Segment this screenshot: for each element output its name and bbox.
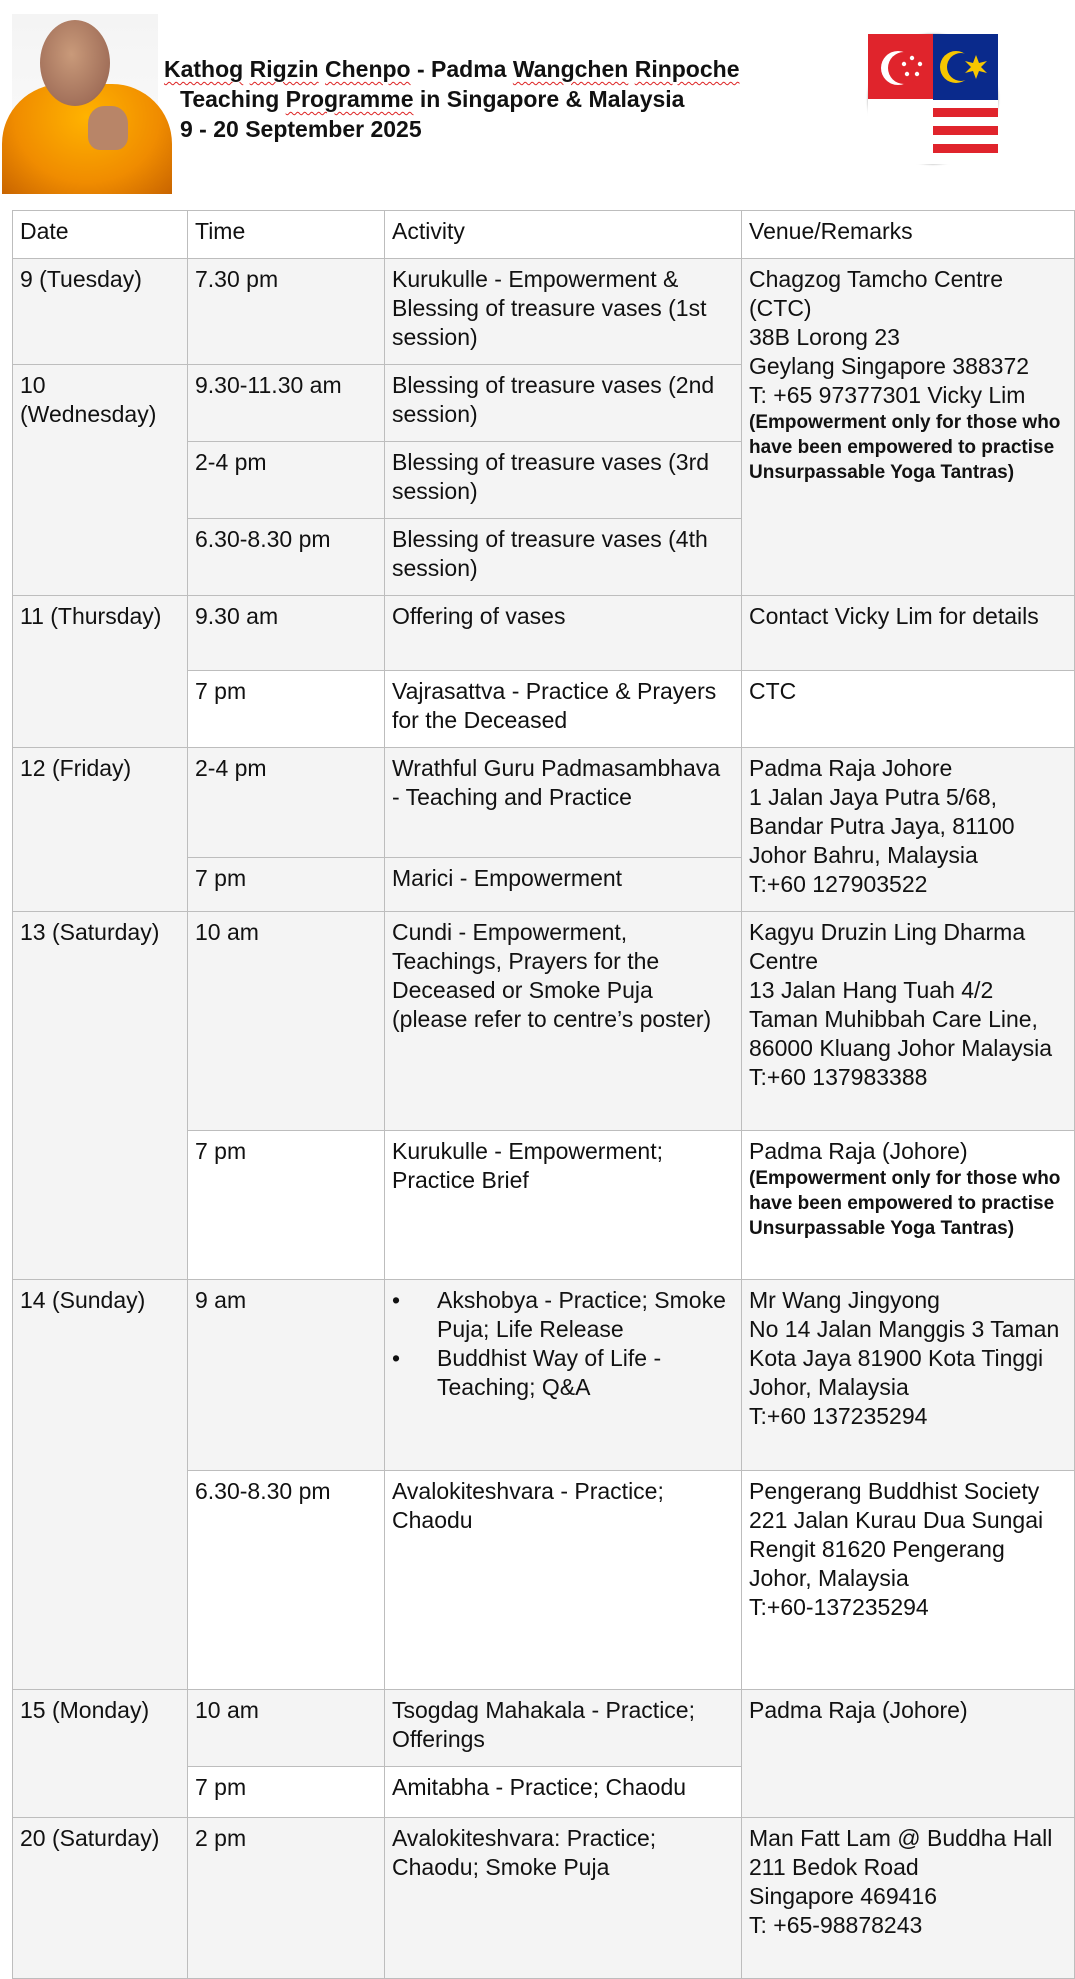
activity-cell: Kurukulle - Empowerment & Blessing of treasure vases (1st session)	[385, 259, 742, 365]
table-row	[13, 748, 1075, 858]
subtitle-word: Teaching	[180, 86, 286, 112]
activity-cell: Vajrasattva - Practice & Prayers for the Deceased	[385, 671, 742, 748]
programme-table	[12, 210, 1075, 1979]
venue-cell	[742, 259, 1075, 596]
subtitle-word: Programme	[285, 86, 414, 112]
table-header-row	[13, 211, 1075, 259]
date-cell: 12 (Friday)	[13, 748, 188, 912]
subtitle-word: in Singapore & Malaysia	[413, 86, 685, 112]
date-cell: 11 (Thursday)	[13, 596, 188, 748]
header-venue: Venue/Remarks	[742, 211, 1075, 259]
activity-cell: Amitabha - Practice; Chaodu	[385, 1767, 742, 1818]
title-word: Rinpoche	[634, 56, 740, 82]
activity-cell: Marici - Empowerment	[385, 858, 742, 912]
table-row	[13, 1818, 1075, 1979]
date-range: 9 - 20 September 2025	[180, 116, 422, 142]
activity-cell: Wrathful Guru Padmasambhava - Teaching and Practice	[385, 748, 742, 858]
time-cell: 7 pm	[188, 858, 385, 912]
title-word: Rigzin	[249, 56, 319, 82]
activity-cell: Offering of vases	[385, 596, 742, 671]
time-cell: 10 am	[188, 912, 385, 1131]
table-row	[13, 1280, 1075, 1471]
venue-cell	[742, 1131, 1075, 1280]
venue-cell: Contact Vicky Lim for details	[742, 596, 1075, 671]
title-word: Wangchen	[512, 56, 629, 82]
date-cell: 14 (Sunday)	[13, 1280, 188, 1690]
activity-bullet-list	[392, 1286, 734, 1402]
time-cell: 9 am	[188, 1280, 385, 1471]
page-title	[164, 54, 739, 144]
date-cell: 20 (Saturday)	[13, 1818, 188, 1979]
activity-cell: Blessing of treasure vases (3rd session)	[385, 442, 742, 519]
venue-note: (Empowerment only for those who have been empowered to practise Unsurpassable Yoga Tantras)	[749, 1168, 1061, 1239]
venue-cell: CTC	[742, 671, 1075, 748]
time-cell: 7 pm	[188, 1131, 385, 1280]
time-cell: 7.30 pm	[188, 259, 385, 365]
header-time: Time	[188, 211, 385, 259]
time-cell: 6.30-8.30 pm	[188, 1471, 385, 1690]
venue-note: (Empowerment only for those who have been empowered to practise Unsurpassable Yoga Tantras)	[749, 412, 1061, 483]
date-cell: 9 (Tuesday)	[13, 259, 188, 365]
activity-cell: Avalokiteshvara - Practice; Chaodu	[385, 1471, 742, 1690]
venue-cell: Kagyu Druzin Ling Dharma Centre 13 Jalan Hang Tuah 4/2 Taman Muhibbah Care Line, 86000 Kluang Johor Malaysia T:+60 137983388	[742, 912, 1075, 1131]
time-cell: 9.30 am	[188, 596, 385, 671]
time-cell: 2 pm	[188, 1818, 385, 1979]
venue-cell: Padma Raja Johore 1 Jalan Jaya Putra 5/68, Bandar Putra Jaya, 81100 Johor Bahru, Malaysia T:+60 127903522	[742, 748, 1075, 912]
activity-cell: Blessing of treasure vases (4th session)	[385, 519, 742, 596]
rinpoche-photo	[12, 14, 158, 162]
page-subtitle	[180, 84, 739, 114]
time-cell: 6.30-8.30 pm	[188, 519, 385, 596]
activity-cell: Avalokiteshvara: Practice; Chaodu; Smoke Puja	[385, 1818, 742, 1979]
date-cell: 15 (Monday)	[13, 1690, 188, 1818]
title-word: Kathog	[164, 56, 244, 82]
venue-cell: Padma Raja (Johore)	[742, 1690, 1075, 1818]
time-cell: 2-4 pm	[188, 748, 385, 858]
time-cell: 10 am	[188, 1690, 385, 1767]
activity-cell: Tsogdag Mahakala - Practice; Offerings	[385, 1690, 742, 1767]
table-row	[13, 912, 1075, 1131]
list-item: • Akshobya - Practice; Smoke Puja; Life Release	[392, 1286, 734, 1344]
date-cell: 13 (Saturday)	[13, 912, 188, 1280]
time-cell: 7 pm	[188, 1767, 385, 1818]
table-row	[13, 596, 1075, 671]
venue-cell: Mr Wang Jingyong No 14 Jalan Manggis 3 Taman Kota Jaya 81900 Kota Tinggi Johor, Malaysia T:+60 137235294	[742, 1280, 1075, 1471]
venue-text: Padma Raja (Johore)	[749, 1138, 968, 1164]
table-row	[13, 1690, 1075, 1767]
singapore-malaysia-flag-icon	[868, 34, 998, 164]
venue-text: Chagzog Tamcho Centre (CTC) 38B Lorong 23 Geylang Singapore 388372 T: +65 97377301 Vicky Lim	[749, 266, 1030, 408]
time-cell: 9.30-11.30 am	[188, 365, 385, 442]
header-activity: Activity	[385, 211, 742, 259]
venue-cell: Pengerang Buddhist Society 221 Jalan Kurau Dua Sungai Rengit 81620 Pengerang Johor, Malaysia T:+60-137235294	[742, 1471, 1075, 1690]
venue-cell: Man Fatt Lam @ Buddha Hall 211 Bedok Road Singapore 469416 T: +65-98878243	[742, 1818, 1075, 1979]
activity-cell	[385, 1280, 742, 1471]
activity-cell: Kurukulle - Empowerment; Practice Brief	[385, 1131, 742, 1280]
header-date: Date	[13, 211, 188, 259]
date-cell: 10 (Wednesday)	[13, 365, 188, 596]
list-item: • Buddhist Way of Life - Teaching; Q&A	[392, 1344, 734, 1402]
table-row	[13, 259, 1075, 365]
activity-cell: Cundi - Empowerment, Teachings, Prayers for the Deceased or Smoke Puja (please refer to centre’s poster)	[385, 912, 742, 1131]
title-word: Chenpo	[325, 56, 411, 82]
time-cell: 7 pm	[188, 671, 385, 748]
activity-cell: Blessing of treasure vases (2nd session)	[385, 365, 742, 442]
time-cell: 2-4 pm	[188, 442, 385, 519]
title-word: - Padma	[410, 56, 513, 82]
